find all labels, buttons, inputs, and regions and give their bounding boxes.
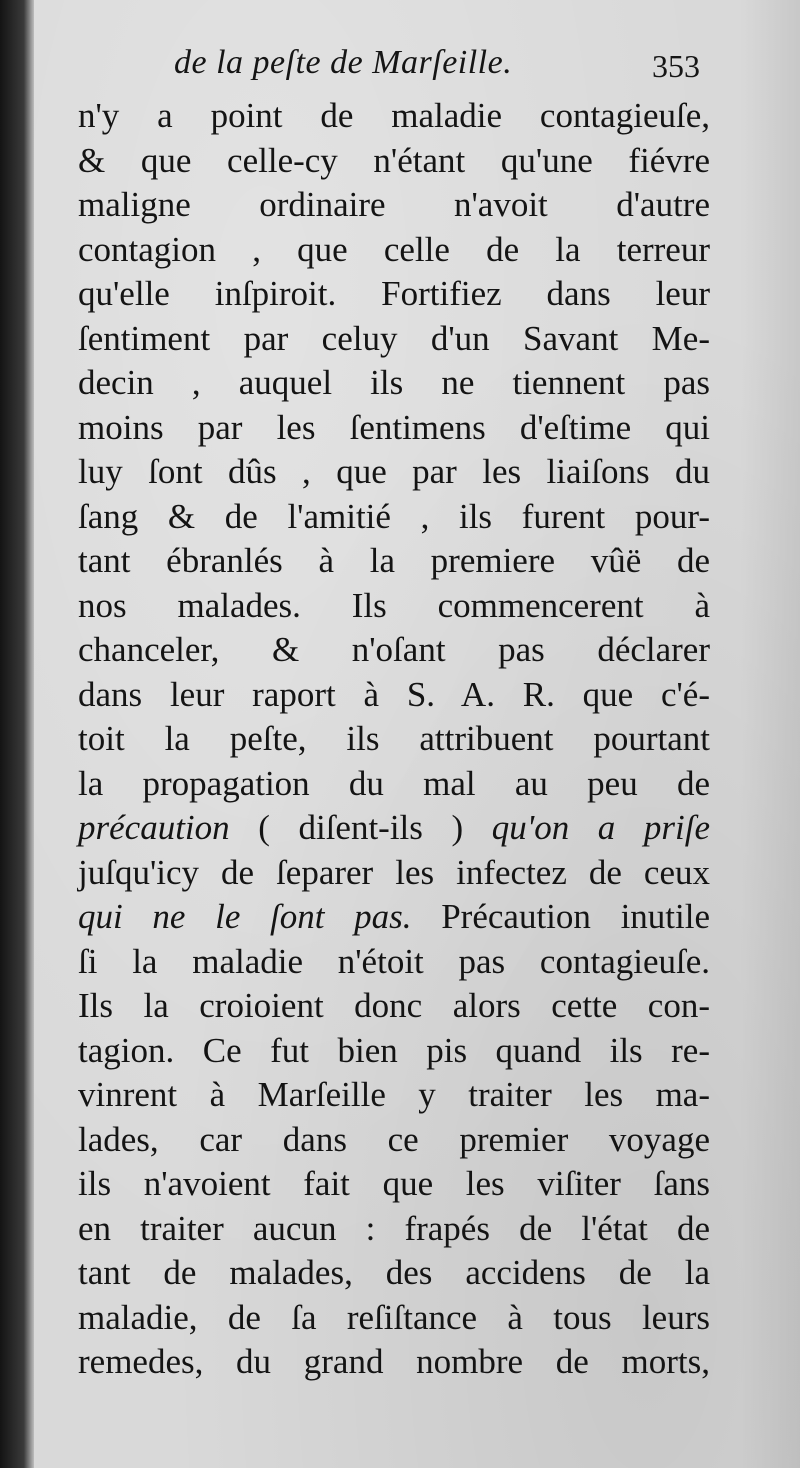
book-spine-shadow bbox=[0, 0, 34, 1468]
text-line: dans leur raport à S. A. R. que c'é- bbox=[78, 674, 710, 714]
text-line: tant ébranlés à la premiere vûë de bbox=[78, 541, 710, 580]
text-line: decin , auquel ils ne tiennent pas bbox=[78, 363, 710, 402]
text-line: ſi la maladie n'étoit pas contagieuſe. bbox=[78, 941, 710, 981]
text-line: & que celle-cy n'étant qu'une fiévre bbox=[78, 140, 710, 180]
text-line: luy ſont dûs , que par les liaiſons du bbox=[78, 452, 710, 491]
text-line: en traiter aucun : frapés de l'état de bbox=[78, 1208, 710, 1248]
text-line: chanceler, & n'oſant pas déclarer bbox=[78, 630, 710, 669]
text-line: la propagation du mal au peu de bbox=[78, 763, 710, 803]
page-number: 353 bbox=[652, 48, 700, 84]
text-line: lades, car dans ce premier voyage bbox=[78, 1119, 710, 1159]
roman-text: ( diſent-ils ) bbox=[229, 808, 492, 847]
text-line: Ils la croioient donc alors cette con- bbox=[78, 986, 710, 1025]
text-line-italic: juſqu'icy de ſeparer les infectez de ceux bbox=[78, 852, 710, 892]
text-line: tagion. Ce fut bien pis quand ils re- bbox=[78, 1030, 710, 1070]
italic-text: qu'on a priſe bbox=[491, 808, 710, 847]
text-line-mixed bbox=[78, 895, 710, 940]
text-line: ſentiment par celuy d'un Savant Me- bbox=[78, 318, 710, 358]
text-line: toit la peſte, ils attribuent pourtant bbox=[78, 719, 710, 758]
italic-text: précaution bbox=[78, 808, 230, 847]
text-line: remedes, du grand nombre de morts, bbox=[78, 1342, 710, 1381]
text-line: nos malades. Ils commencerent à bbox=[78, 585, 710, 625]
text-line: ils n'avoient fait que les viſiter ſans bbox=[78, 1164, 710, 1203]
text-line: moins par les ſentimens d'eſtime qui bbox=[78, 407, 710, 447]
text-line: qu'elle inſpiroit. Fortifiez dans leur bbox=[78, 274, 710, 313]
book-page bbox=[34, 0, 800, 1468]
roman-text: Précaution inutile bbox=[411, 897, 710, 936]
text-line: maladie, de ſa reſiſtance à tous leurs bbox=[78, 1297, 710, 1337]
page-edge-shading bbox=[740, 0, 800, 1468]
text-line-mixed bbox=[78, 806, 710, 851]
text-line: contagion , que celle de la terreur bbox=[78, 229, 710, 269]
text-line: n'y a point de maladie contagieuſe, bbox=[78, 96, 710, 135]
text-line: vinrent à Marſeille y traiter les ma- bbox=[78, 1075, 710, 1114]
text-line: ſang & de l'amitié , ils furent pour- bbox=[78, 496, 710, 536]
page-header bbox=[140, 44, 700, 90]
italic-text: qui ne le ſont pas. bbox=[78, 897, 412, 936]
page-body-text bbox=[78, 94, 710, 1385]
text-line: tant de malades, des accidens de la bbox=[78, 1253, 710, 1292]
running-head: de la peſte de Marſeille. bbox=[174, 44, 513, 81]
text-line: maligne ordinaire n'avoit d'autre bbox=[78, 185, 710, 224]
